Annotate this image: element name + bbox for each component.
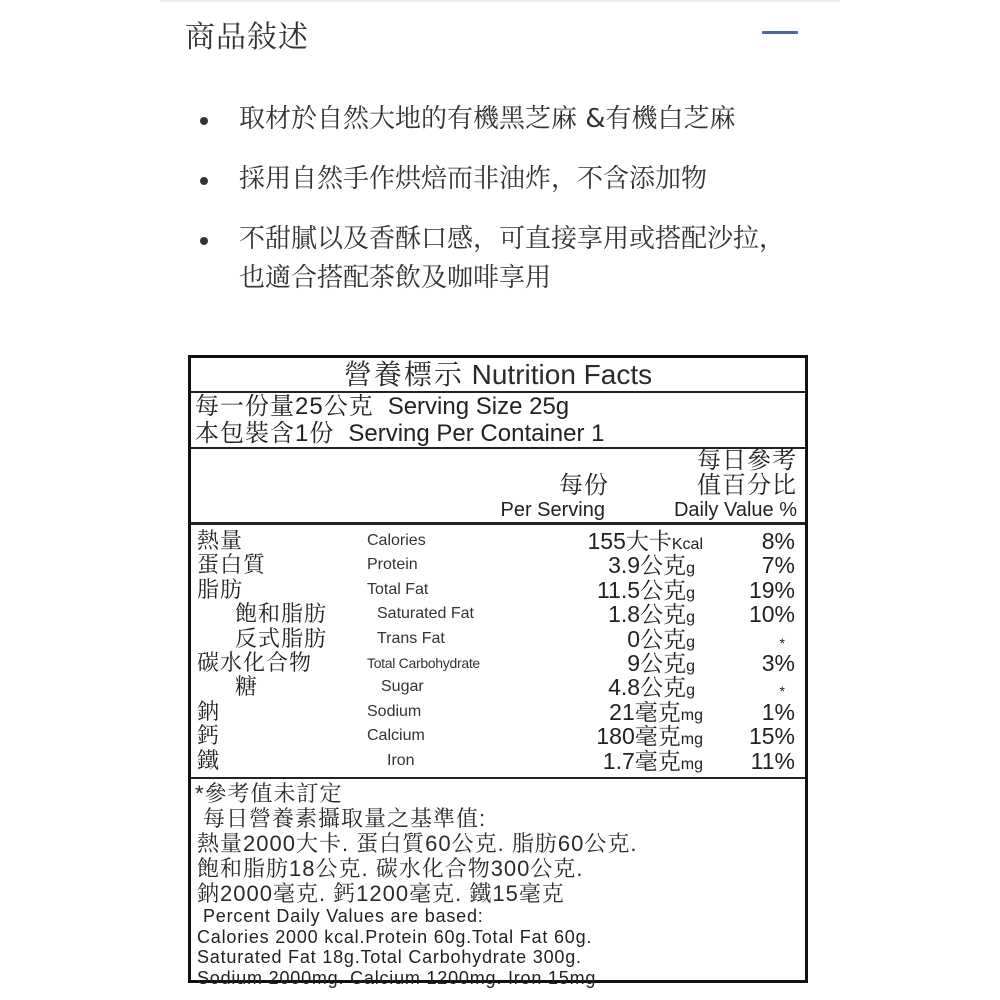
nutrition-title-en: Nutrition Facts: [471, 359, 653, 390]
nutrient-name-zh: 碳水化合物: [197, 649, 313, 675]
nutrient-name-en: Saturated Fat: [377, 605, 474, 623]
nutrient-name-en: Sugar: [381, 678, 424, 696]
description-text: 採用自然手作烘焙而非油炸，不含添加物: [239, 164, 708, 194]
nutrient-amount: 1.8公克g: [608, 601, 695, 628]
serving-info: [191, 393, 805, 449]
nutrient-daily-value: 8%: [761, 528, 795, 554]
nutrient-amount: 4.8公克g: [608, 674, 695, 701]
minus-icon: [762, 31, 798, 34]
servings-per-container-en: Serving Per Container 1: [348, 420, 605, 447]
nutrition-facts-label: [188, 355, 808, 988]
nutrient-amount: 9公克g: [627, 649, 695, 676]
nutrient-name-en: Calcium: [367, 727, 425, 745]
bullet-icon: [200, 117, 208, 125]
description-list: [190, 100, 790, 319]
collapse-button[interactable]: [755, 18, 805, 48]
nutrient-amount: 1.7毫克mg: [602, 747, 703, 774]
footnote-en-line: Percent Daily Values are based:: [203, 906, 484, 926]
nutrient-name-en: Total Fat: [367, 580, 429, 598]
footnote-zh-line: 鈉2000毫克. 鈣1200毫克. 鐵15毫克: [197, 881, 565, 906]
footnote-zh-line: 熱量2000大卡. 蛋白質60公克. 脂肪60公克.: [197, 831, 638, 856]
nutrient-row-carbohydrate: [191, 651, 805, 675]
nutrient-row-calcium: [191, 724, 805, 748]
nutrient-row-iron: [191, 749, 805, 773]
nutrient-name-zh: 鈉: [197, 698, 221, 724]
nutrient-row-total-fat: [191, 578, 805, 602]
nutrient-name-en: Iron: [387, 751, 415, 769]
nutrient-daily-value: 11%: [750, 747, 795, 774]
nutrient-daily-value: 7%: [761, 552, 795, 579]
nutrient-name-en: Calories: [367, 532, 426, 549]
description-text: 不甜膩以及香酥口感，可直接享用或搭配沙拉，也適合搭配茶飲及咖啡享用: [239, 224, 786, 293]
description-item: [190, 100, 790, 139]
nutrient-name-en: Protein: [367, 556, 418, 574]
nutrient-daily-value: *: [779, 634, 785, 651]
nutrient-name-zh: 糖: [235, 674, 259, 700]
column-header: [191, 449, 805, 525]
nutrient-name-zh: 鈣: [197, 723, 221, 749]
bullet-icon: [200, 177, 208, 185]
nutrient-row-trans-fat: [191, 627, 805, 651]
nutrient-amount: 3.9公克g: [608, 552, 695, 579]
nutrient-amount: 0公克g: [627, 625, 695, 652]
per-serving-header-en: Per Serving: [500, 499, 605, 521]
daily-value-header-zh-1: 每日參考: [697, 447, 797, 474]
nutrient-name-zh: 脂肪: [197, 576, 244, 602]
nutrient-row-protein: [191, 553, 805, 577]
servings-per-container-zh: 本包裝含1份: [195, 420, 335, 447]
nutrient-daily-value: 15%: [748, 723, 795, 750]
nutrition-footnote: [191, 779, 805, 988]
nutrient-name-zh: 熱量: [197, 528, 244, 553]
footnote-en-line: Sodium 2000mg. Calcium 1200mg. Iron 15mg: [197, 967, 597, 988]
nutrient-name-zh: 反式脂肪: [235, 625, 328, 651]
nutrient-daily-value: 1%: [761, 698, 795, 725]
serving-size-zh: 每一份量25公克: [195, 393, 374, 420]
per-serving-header-zh: 每份: [559, 472, 609, 499]
nutrient-daily-value: 10%: [748, 601, 795, 628]
daily-value-header-zh-2: 值百分比: [697, 472, 797, 499]
nutrition-title-zh: 營養標示: [343, 359, 464, 390]
nutrient-daily-value: 19%: [748, 576, 795, 603]
nutrient-rows: [191, 525, 805, 779]
description-text: 取材於自然大地的有機黑芝麻 &有機白芝麻: [239, 104, 736, 134]
nutrient-name-en: Total Carbohydrate: [367, 654, 480, 671]
nutrient-row-calories: [191, 529, 805, 553]
nutrient-row-saturated-fat: [191, 602, 805, 626]
nutrient-name-en: Sodium: [367, 702, 422, 720]
nutrient-row-sugar: [191, 675, 805, 699]
description-item: [190, 220, 790, 298]
serving-size-en: Serving Size 25g: [387, 393, 570, 420]
nutrient-amount: 155大卡Kcal: [587, 528, 703, 554]
nutrient-row-sodium: [191, 700, 805, 724]
nutrient-daily-value: 3%: [761, 649, 795, 676]
footnote-zh-line: 每日營養素攝取量之基準值:: [203, 806, 487, 831]
nutrient-daily-value: *: [779, 683, 785, 700]
nutrition-title: [191, 358, 805, 393]
footnote-zh-line: 飽和脂肪18公克. 碳水化合物300公克.: [197, 856, 584, 881]
footnote-en-line: Calories 2000 kcal.Protein 60g.Total Fat 60g.: [197, 926, 593, 947]
section-title: 商品敍述: [185, 20, 309, 55]
nutrient-name-zh: 蛋白質: [197, 552, 267, 578]
footnote-zh-line: *參考值未訂定: [195, 781, 343, 806]
bullet-icon: [200, 237, 208, 245]
nutrient-name-en: Trans Fat: [377, 629, 445, 647]
nutrient-amount: 180毫克mg: [596, 723, 703, 750]
nutrient-name-zh: 鐵: [197, 747, 221, 773]
daily-value-header-en: Daily Value %: [673, 499, 797, 521]
description-item: [190, 160, 790, 199]
nutrient-amount: 21毫克mg: [609, 698, 703, 725]
section-header[interactable]: [160, 0, 840, 70]
footnote-en-line: Saturated Fat 18g.Total Carbohydrate 300g.: [197, 947, 582, 967]
nutrient-amount: 11.5公克g: [597, 576, 695, 603]
nutrient-name-zh: 飽和脂肪: [235, 601, 328, 627]
